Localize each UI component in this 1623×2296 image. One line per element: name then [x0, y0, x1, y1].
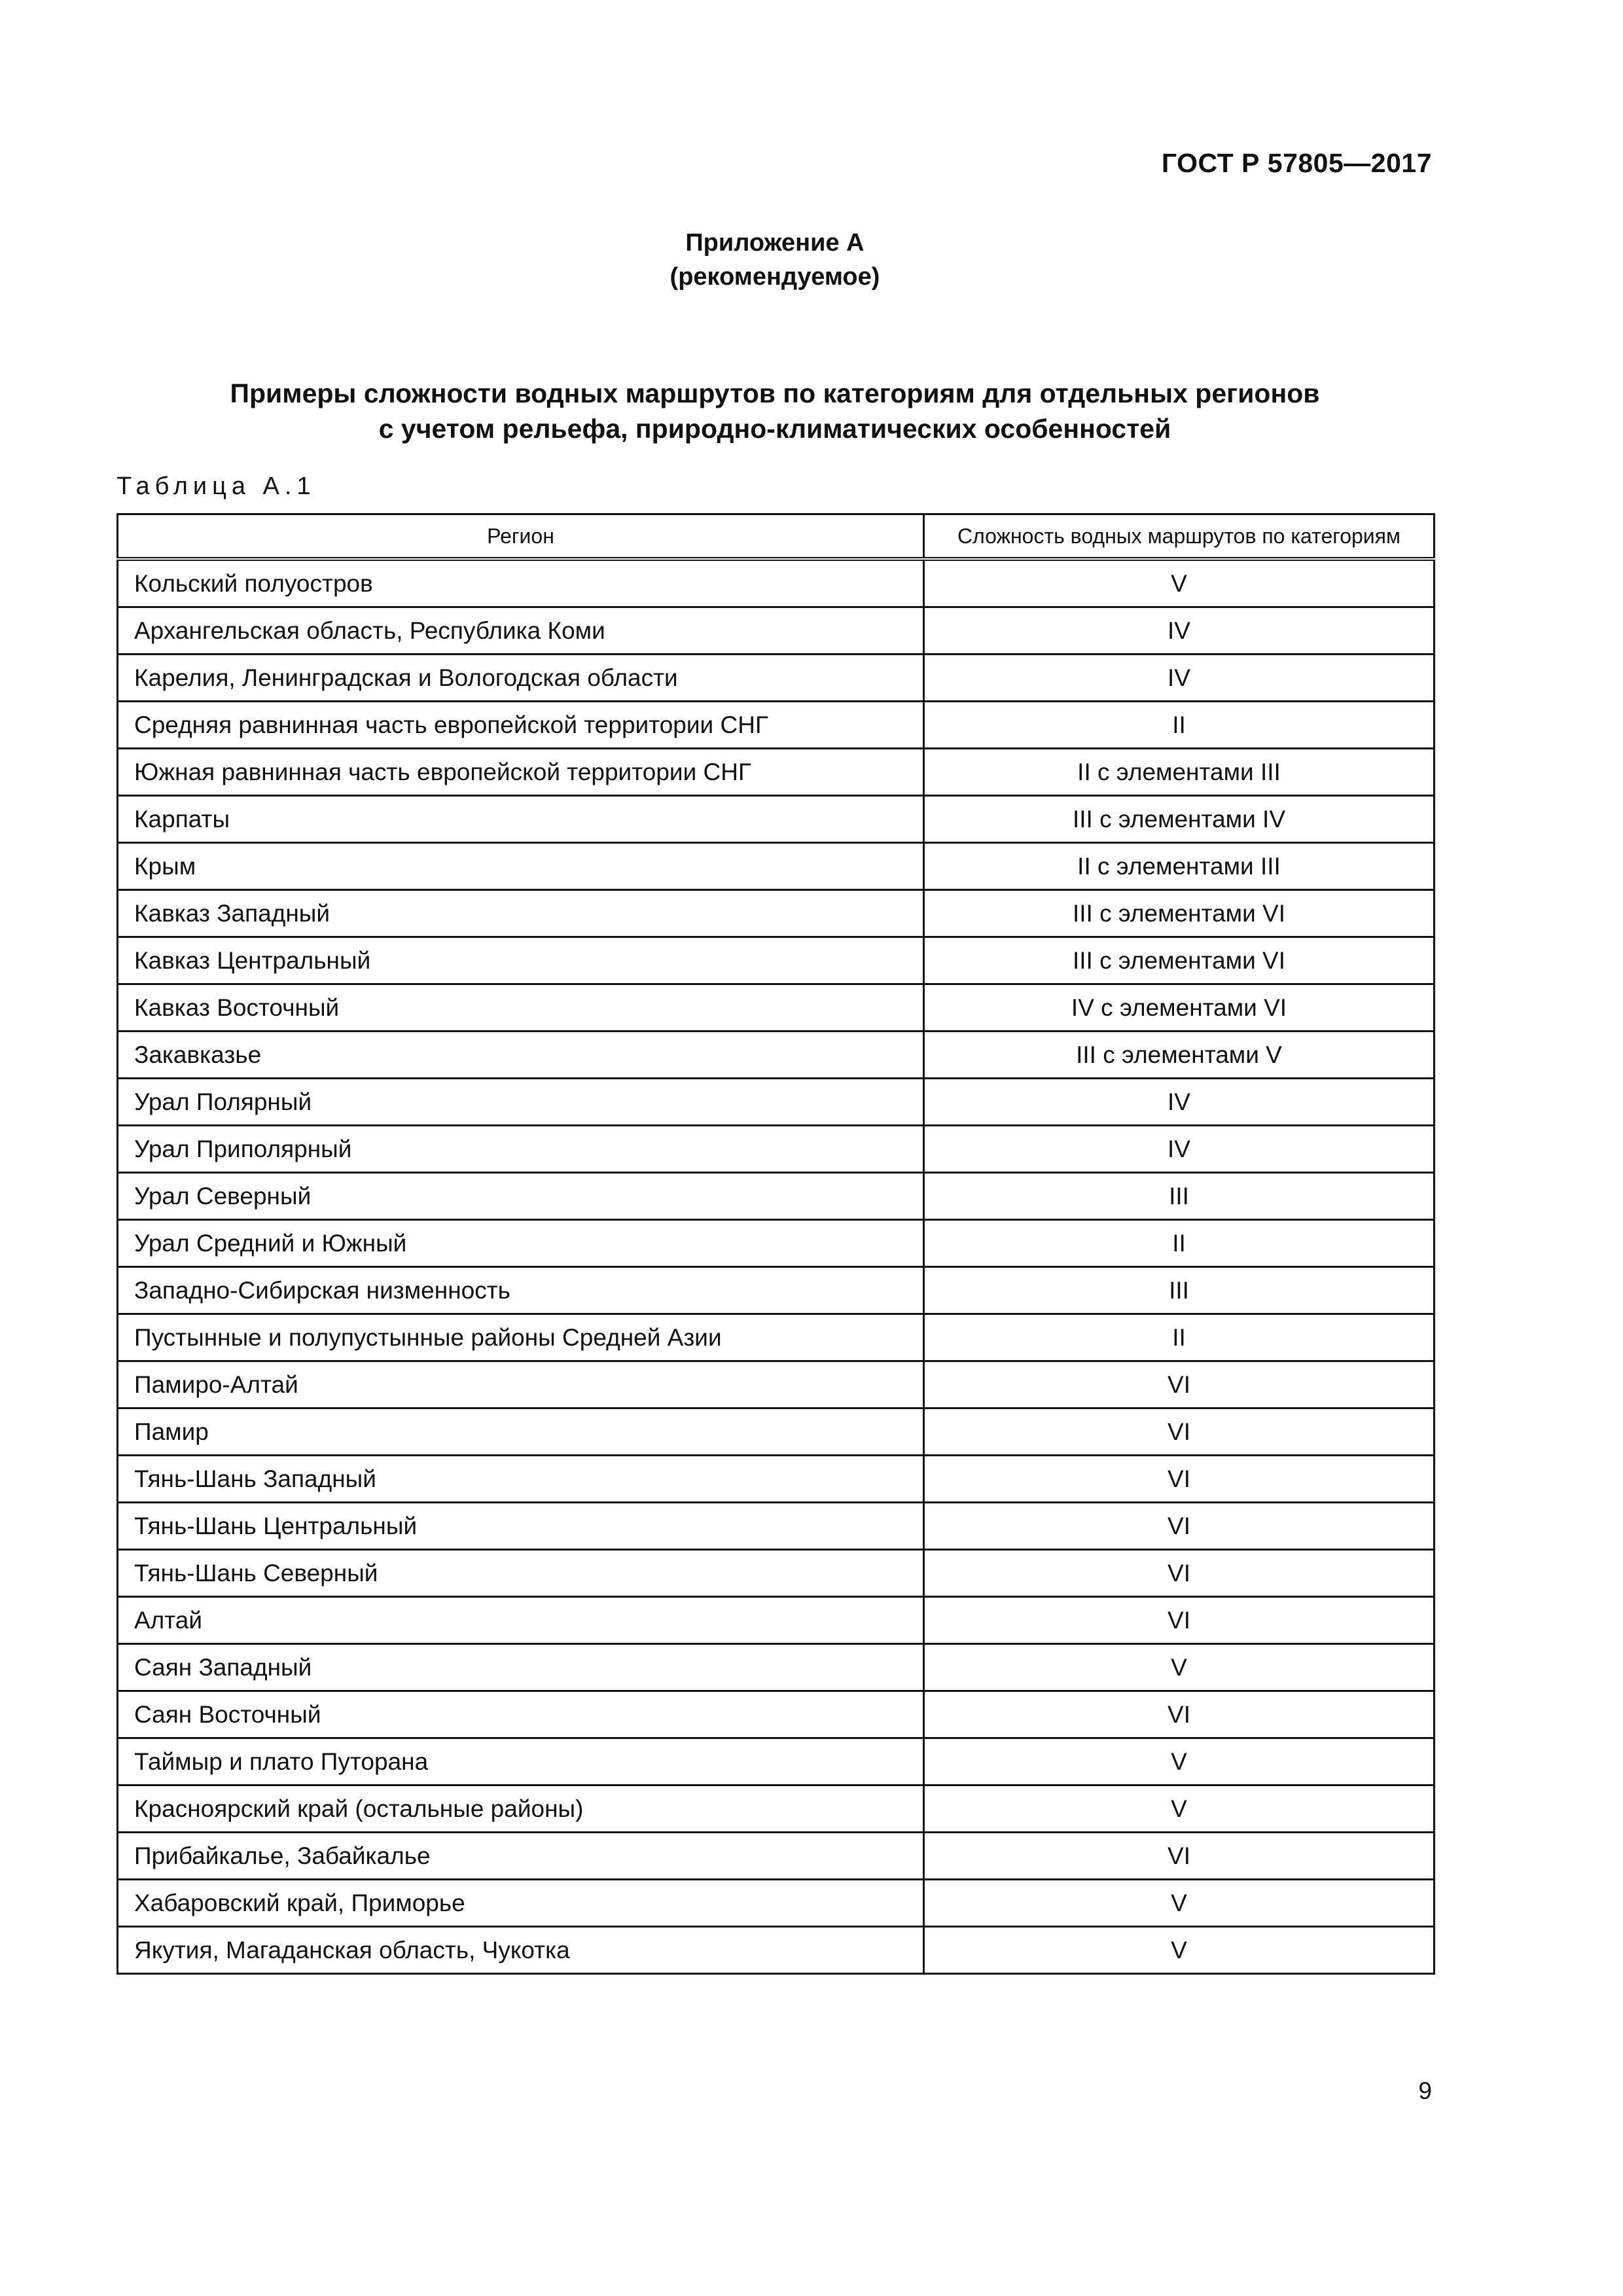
category-cell: V: [924, 1785, 1435, 1833]
table-row: [118, 1079, 1435, 1126]
table-row: [118, 1361, 1435, 1408]
appendix-status: (рекомендуемое): [669, 263, 880, 291]
table-row: [118, 1126, 1435, 1173]
region-cell: Средняя равнинная часть европейской территории СНГ: [118, 702, 924, 749]
category-cell: III: [924, 1173, 1435, 1220]
table-header-row: [118, 514, 1435, 560]
table-row: [118, 843, 1435, 890]
category-cell: V: [924, 1880, 1435, 1927]
category-cell: VI: [924, 1833, 1435, 1880]
category-cell: III с элементами V: [924, 1031, 1435, 1079]
table-row: [118, 1597, 1435, 1644]
page-title: [0, 376, 1550, 446]
appendix-heading: [0, 226, 1550, 294]
category-cell: III с элементами VI: [924, 890, 1435, 937]
category-cell: VI: [924, 1691, 1435, 1738]
category-cell: IV: [924, 1126, 1435, 1173]
region-cell: Якутия, Магаданская область, Чукотка: [118, 1927, 924, 1974]
category-cell: II: [924, 702, 1435, 749]
region-cell: Тянь-Шань Северный: [118, 1550, 924, 1597]
table-row: [118, 1503, 1435, 1550]
region-cell: Хабаровский край, Приморье: [118, 1880, 924, 1927]
region-cell: Прибайкалье, Забайкалье: [118, 1833, 924, 1880]
table-row: [118, 1833, 1435, 1880]
table-row: [118, 1173, 1435, 1220]
table-row: [118, 1031, 1435, 1079]
region-cell: Закавказье: [118, 1031, 924, 1079]
region-cell: Памир: [118, 1408, 924, 1456]
table-row: [118, 1267, 1435, 1314]
region-cell: Алтай: [118, 1597, 924, 1644]
table-row: [118, 1880, 1435, 1927]
category-cell: VI: [924, 1550, 1435, 1597]
table-row: [118, 1550, 1435, 1597]
table-row: [118, 1691, 1435, 1738]
page-number: 9: [1418, 2077, 1432, 2104]
region-cell: Таймыр и плато Путорана: [118, 1738, 924, 1785]
table-row: [118, 796, 1435, 843]
region-cell: Урал Средний и Южный: [118, 1220, 924, 1267]
table-row: [118, 984, 1435, 1031]
category-cell: II: [924, 1220, 1435, 1267]
table-row: [118, 1456, 1435, 1503]
category-cell: VI: [924, 1597, 1435, 1644]
region-cell: Урал Приполярный: [118, 1126, 924, 1173]
table-row: [118, 559, 1435, 607]
column-header-category: Сложность водных маршрутов по категориям: [924, 514, 1435, 560]
table-row: [118, 1785, 1435, 1833]
region-cell: Пустынные и полупустынные районы Средней Азии: [118, 1314, 924, 1361]
category-cell: II с элементами III: [924, 843, 1435, 890]
region-cell: Саян Западный: [118, 1644, 924, 1691]
category-cell: III с элементами IV: [924, 796, 1435, 843]
region-cell: Урал Полярный: [118, 1079, 924, 1126]
region-cell: Тянь-Шань Центральный: [118, 1503, 924, 1550]
page-title-line-2: с учетом рельефа, природно-климатических особенностей: [378, 414, 1171, 444]
document-code: ГОСТ Р 57805—2017: [1161, 148, 1432, 178]
region-cell: Саян Восточный: [118, 1691, 924, 1738]
table-row: [118, 702, 1435, 749]
category-cell: VI: [924, 1361, 1435, 1408]
category-cell: VI: [924, 1408, 1435, 1456]
table-row: [118, 607, 1435, 655]
category-cell: V: [924, 1644, 1435, 1691]
table-row: [118, 890, 1435, 937]
category-cell: VI: [924, 1456, 1435, 1503]
appendix-title: Приложение А: [685, 229, 865, 257]
category-cell: II: [924, 1314, 1435, 1361]
category-cell: IV: [924, 1079, 1435, 1126]
region-cell: Урал Северный: [118, 1173, 924, 1220]
table-row: [118, 1644, 1435, 1691]
page-title-line-1: Примеры сложности водных маршрутов по категориям для отдельных регионов: [230, 378, 1320, 408]
region-cell: Кольский полуостров: [118, 559, 924, 607]
category-cell: IV: [924, 607, 1435, 655]
region-cell: Кавказ Центральный: [118, 937, 924, 984]
category-cell: V: [924, 1927, 1435, 1974]
region-cell: Карелия, Ленинградская и Вологодская области: [118, 655, 924, 702]
region-cell: Кавказ Западный: [118, 890, 924, 937]
region-cell: Крым: [118, 843, 924, 890]
category-cell: V: [924, 559, 1435, 607]
category-cell: V: [924, 1738, 1435, 1785]
table-row: [118, 1314, 1435, 1361]
region-cell: Западно-Сибирская низменность: [118, 1267, 924, 1314]
table-row: [118, 1220, 1435, 1267]
table-row: [118, 1408, 1435, 1456]
region-cell: Тянь-Шань Западный: [118, 1456, 924, 1503]
region-cell: Карпаты: [118, 796, 924, 843]
region-cell: Красноярский край (остальные районы): [118, 1785, 924, 1833]
table-body: [118, 559, 1435, 1974]
table-row: [118, 1738, 1435, 1785]
region-cell: Кавказ Восточный: [118, 984, 924, 1031]
table-row: [118, 937, 1435, 984]
region-cell: Памиро-Алтай: [118, 1361, 924, 1408]
column-header-region: Регион: [118, 514, 924, 560]
table-row: [118, 1927, 1435, 1974]
table-caption: Таблица А.1: [116, 473, 316, 500]
table-row: [118, 655, 1435, 702]
region-cell: Южная равнинная часть европейской территории СНГ: [118, 749, 924, 796]
regions-table: [116, 513, 1435, 1975]
category-cell: III с элементами VI: [924, 937, 1435, 984]
category-cell: IV с элементами VI: [924, 984, 1435, 1031]
table-row: [118, 749, 1435, 796]
category-cell: VI: [924, 1503, 1435, 1550]
category-cell: IV: [924, 655, 1435, 702]
region-cell: Архангельская область, Республика Коми: [118, 607, 924, 655]
category-cell: III: [924, 1267, 1435, 1314]
category-cell: II с элементами III: [924, 749, 1435, 796]
